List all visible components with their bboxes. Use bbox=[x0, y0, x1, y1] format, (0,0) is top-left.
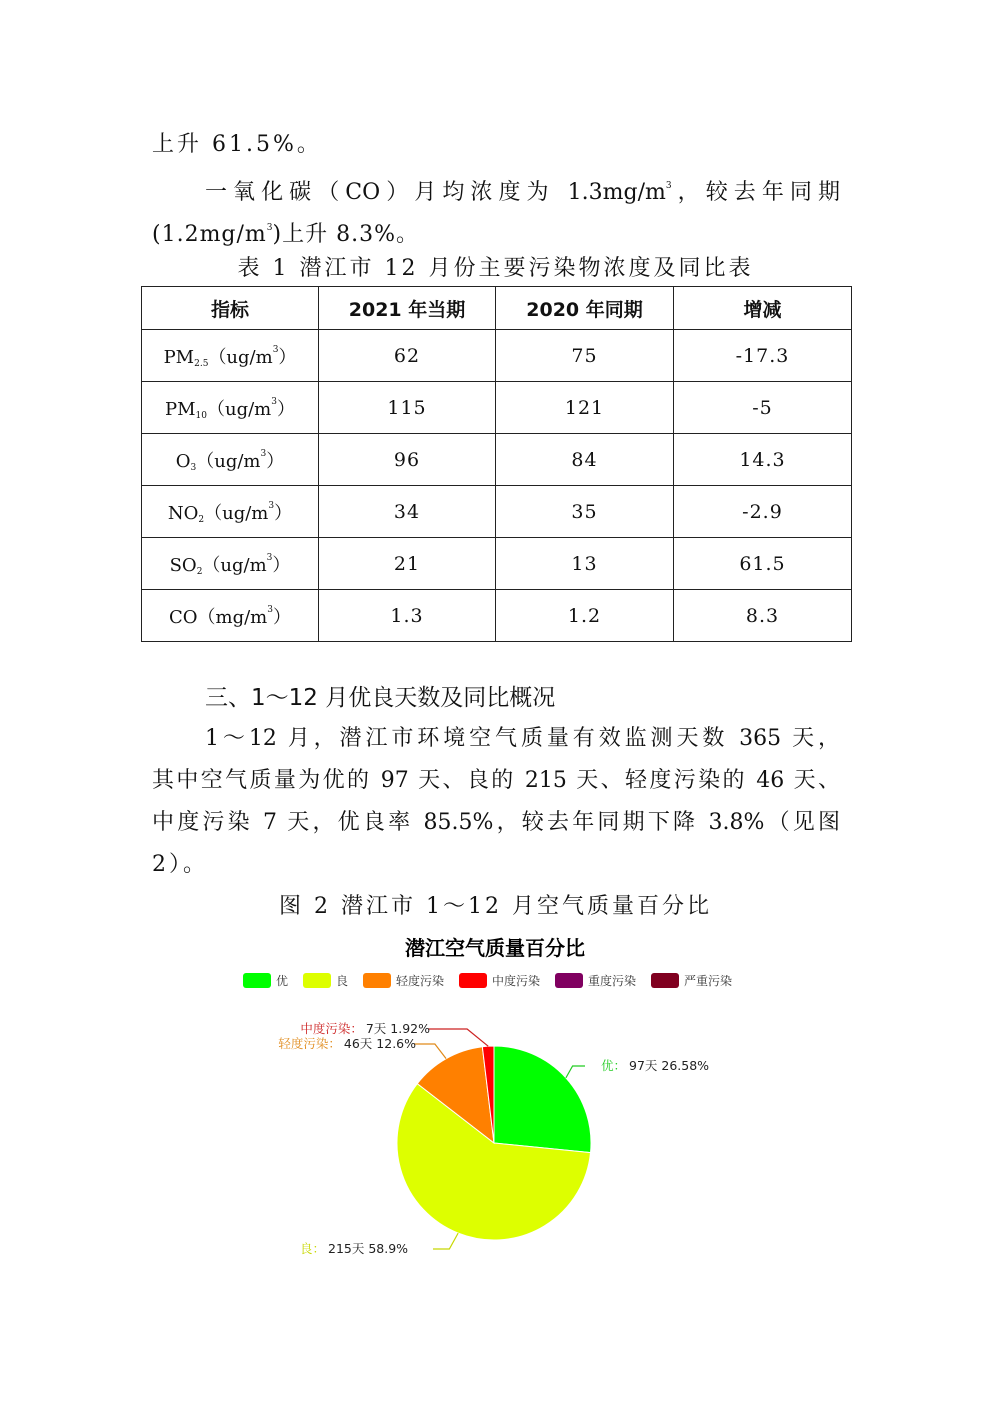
para-line-3: 中度污染 7 天，优良率 85.5%，较去年同期下降 3.8%（见图 bbox=[152, 810, 840, 835]
last-year-value: 84 bbox=[496, 434, 674, 486]
indicator-unit: （ug/m bbox=[202, 554, 267, 576]
figure-caption: 图 2 潜江市 1～12 月空气质量百分比 bbox=[279, 894, 712, 919]
leader-line bbox=[433, 1233, 458, 1249]
table-header-row bbox=[142, 287, 852, 330]
current-value: 115 bbox=[319, 382, 496, 434]
text-line-1 bbox=[152, 130, 322, 160]
change-value: 14.3 bbox=[674, 434, 852, 486]
change-value: -17.3 bbox=[674, 330, 852, 382]
section-heading: 三、1～12 月优良天数及同比概况 bbox=[205, 685, 556, 711]
indicator-unit-sup: 3 bbox=[272, 344, 279, 355]
indicator-unit-close: ） bbox=[266, 450, 285, 472]
co-line-b-sup: 3 bbox=[266, 223, 273, 233]
indicator-unit-sup: 3 bbox=[260, 448, 267, 459]
indicator-unit-sup: 3 bbox=[267, 604, 273, 615]
indicator-unit-close: ） bbox=[273, 606, 291, 628]
co-line-a bbox=[205, 171, 840, 208]
legend-swatch[interactable] bbox=[303, 973, 331, 988]
para-line-2: 其中空气质量为优的 97 天、良的 215 天、轻度污染的 46 天、 bbox=[152, 768, 840, 793]
slice-label-value: 7天 1.92% bbox=[365, 1021, 430, 1036]
change-value: 61.5 bbox=[674, 538, 852, 590]
indicator-unit: （mg/m bbox=[197, 606, 268, 628]
indicator-unit-sup: 3 bbox=[266, 552, 273, 563]
chart-title: 潜江空气质量百分比 bbox=[405, 936, 585, 960]
pie-chart bbox=[200, 925, 800, 1265]
current-value: 21 bbox=[319, 538, 496, 590]
indicator-name: SO bbox=[169, 554, 197, 576]
legend-label: 轻度污染 bbox=[396, 974, 445, 988]
indicator-name: PM bbox=[163, 346, 195, 368]
indicator-name: O bbox=[175, 450, 191, 472]
last-year-value: 75 bbox=[496, 330, 674, 382]
header-last-year: 2020 年同期 bbox=[496, 287, 674, 330]
table-row bbox=[142, 486, 852, 538]
slice-label-value: 215天 58.9% bbox=[328, 1241, 409, 1256]
legend-swatch[interactable] bbox=[363, 973, 391, 988]
co-line-a-sup: 3 bbox=[665, 181, 672, 191]
legend-swatch[interactable] bbox=[459, 973, 487, 988]
legend-label: 重度污染 bbox=[588, 974, 637, 988]
indicator-name: CO bbox=[169, 606, 198, 628]
co-line-b-end: )上升 8.3%。 bbox=[272, 222, 419, 247]
table-row bbox=[142, 330, 852, 382]
slice-label-name: 良： bbox=[300, 1241, 326, 1256]
indicator-subscript: 10 bbox=[195, 410, 207, 421]
indicator-subscript: 2.5 bbox=[194, 358, 209, 369]
chart-legend bbox=[243, 973, 732, 988]
indicator-cell bbox=[142, 590, 319, 642]
indicator-cell bbox=[142, 382, 319, 434]
para-line-4: 2）。 bbox=[152, 852, 208, 877]
slice-label bbox=[300, 1021, 430, 1036]
change-value: -5 bbox=[674, 382, 852, 434]
table-row bbox=[142, 590, 852, 642]
slice-label-name: 轻度污染： bbox=[278, 1036, 341, 1051]
slice-label bbox=[300, 1241, 408, 1256]
indicator-cell bbox=[142, 330, 319, 382]
header-change: 增减 bbox=[674, 287, 852, 330]
change-value: 8.3 bbox=[674, 590, 852, 642]
co-line-a-end: ，较去年同期 bbox=[671, 180, 840, 205]
slice-label bbox=[601, 1058, 709, 1073]
indicator-name: PM bbox=[165, 398, 196, 420]
indicator-cell bbox=[142, 434, 319, 486]
header-indicator: 指标 bbox=[142, 287, 319, 330]
table-row bbox=[142, 434, 852, 486]
indicator-unit-close: ） bbox=[274, 502, 293, 524]
co-line-b-start: (1.2mg/m bbox=[152, 222, 267, 247]
indicator-subscript: 3 bbox=[190, 462, 197, 473]
co-line-a-text: 一氧化碳（CO）月均浓度为 1.3mg/m bbox=[205, 180, 666, 205]
leader-line bbox=[428, 1029, 488, 1046]
current-value: 62 bbox=[319, 330, 496, 382]
leader-line bbox=[566, 1066, 585, 1078]
slice-label bbox=[278, 1036, 416, 1051]
legend-swatch[interactable] bbox=[555, 973, 583, 988]
indicator-cell bbox=[142, 486, 319, 538]
leader-line bbox=[414, 1044, 446, 1059]
current-value: 34 bbox=[319, 486, 496, 538]
slice-label-name: 优： bbox=[601, 1058, 627, 1073]
para-line-1: 1～12 月，潜江市环境空气质量有效监测天数 365 天， bbox=[205, 726, 840, 751]
last-year-value: 35 bbox=[496, 486, 674, 538]
indicator-name: NO bbox=[167, 502, 199, 524]
pie-slices bbox=[397, 1046, 591, 1240]
last-year-value: 1.2 bbox=[496, 590, 674, 642]
table-caption: 表 1 潜江市 12 月份主要污染物浓度及同比表 bbox=[237, 256, 754, 281]
slice-label-value: 46天 12.6% bbox=[343, 1036, 416, 1051]
indicator-unit: （ug/m bbox=[204, 502, 269, 524]
indicator-unit: （ug/m bbox=[208, 346, 273, 368]
indicator-unit-close: ） bbox=[278, 346, 297, 368]
current-value: 1.3 bbox=[319, 590, 496, 642]
co-line-b bbox=[152, 213, 419, 250]
legend-label: 中度污染 bbox=[492, 974, 541, 988]
indicator-unit-close: ） bbox=[272, 554, 291, 576]
legend-label: 优 bbox=[276, 974, 289, 988]
table-row bbox=[142, 538, 852, 590]
change-value: -2.9 bbox=[674, 486, 852, 538]
indicator-unit: （ug/m bbox=[207, 398, 272, 420]
slice-label-value: 97天 26.58% bbox=[629, 1058, 710, 1073]
text-line-1-content: 上升 61.5%。 bbox=[152, 132, 322, 157]
pollutant-table bbox=[141, 286, 852, 642]
slice-label-name: 中度污染： bbox=[300, 1021, 363, 1036]
last-year-value: 13 bbox=[496, 538, 674, 590]
indicator-subscript: 2 bbox=[198, 514, 205, 525]
indicator-unit-close: ） bbox=[276, 398, 295, 420]
indicator-unit-sup: 3 bbox=[271, 396, 277, 407]
last-year-value: 121 bbox=[496, 382, 674, 434]
indicator-subscript: 2 bbox=[196, 566, 203, 577]
pie-slice[interactable] bbox=[494, 1046, 591, 1153]
header-current: 2021 年当期 bbox=[319, 287, 496, 330]
indicator-unit-sup: 3 bbox=[268, 500, 275, 511]
legend-label: 严重污染 bbox=[684, 974, 733, 988]
indicator-unit: （ug/m bbox=[196, 450, 261, 472]
legend-label: 良 bbox=[336, 974, 349, 988]
legend-swatch[interactable] bbox=[243, 973, 271, 988]
current-value: 96 bbox=[319, 434, 496, 486]
indicator-cell bbox=[142, 538, 319, 590]
legend-swatch[interactable] bbox=[651, 973, 679, 988]
table-row bbox=[142, 382, 852, 434]
